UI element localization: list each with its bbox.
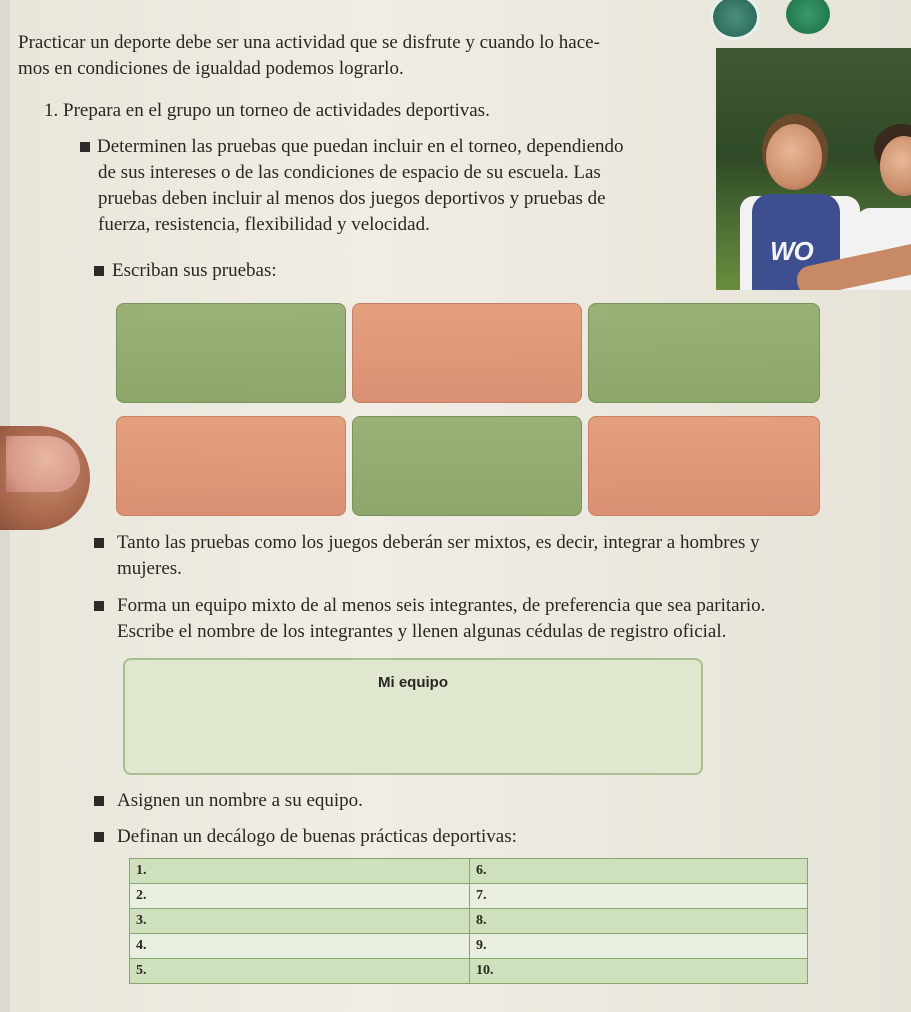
test-card-1[interactable] <box>116 303 346 403</box>
intro-line-1: Practicar un deporte debe ser una actividad que se disfrute y cuando lo hace- <box>18 32 600 53</box>
activity-number: 1. <box>44 100 59 121</box>
test-card-2[interactable] <box>352 303 582 403</box>
photo-girl-face <box>766 124 822 190</box>
decalogue-cell[interactable]: 5. <box>130 959 470 984</box>
bullet-line: Escribe el nombre de los integrantes y llenen algunas cédulas de registro oficial. <box>117 621 727 642</box>
decalogue-cell[interactable]: 1. <box>130 859 470 884</box>
table-row <box>130 934 808 959</box>
decalogue-cell[interactable]: 4. <box>130 934 470 959</box>
test-card-6[interactable] <box>588 416 820 516</box>
my-team-title: Mi equipo <box>378 674 448 691</box>
table-row <box>130 859 808 884</box>
decalogue-cell[interactable]: 10. <box>470 959 808 984</box>
decalogue-cell[interactable]: 2. <box>130 884 470 909</box>
bullet-line: Determinen las pruebas que puedan incluir en el torneo, dependiendo <box>97 136 624 157</box>
bullet-square-icon <box>94 832 104 842</box>
textbook-page <box>10 0 911 1012</box>
test-card-4[interactable] <box>116 416 346 516</box>
activity-text: Prepara en el grupo un torneo de actividades deportivas. <box>63 100 490 121</box>
decalogue-cell[interactable]: 7. <box>470 884 808 909</box>
table-row <box>130 884 808 909</box>
bullet-line: Tanto las pruebas como los juegos deberán ser mixtos, es decir, integrar a hombres y <box>117 532 760 553</box>
decalogue-cell[interactable]: 3. <box>130 909 470 934</box>
bullet-form-team <box>94 593 834 645</box>
bullet-text: Asignen un nombre a su equipo. <box>117 790 363 811</box>
bullet-line: fuerza, resistencia, flexibilidad y velocidad. <box>98 214 430 235</box>
bullet-square-icon <box>94 601 104 611</box>
bullet-text: Definan un decálogo de buenas prácticas deportivas: <box>117 826 517 847</box>
bullet-square-icon <box>80 142 90 152</box>
bullet-determine <box>80 134 700 238</box>
decalogue-table <box>129 858 808 984</box>
table-row <box>130 959 808 984</box>
my-team-card[interactable] <box>123 658 703 775</box>
activity-heading <box>44 98 490 124</box>
decalogue-cell[interactable]: 9. <box>470 934 808 959</box>
running-person-icon <box>786 0 830 34</box>
test-card-5[interactable] <box>352 416 582 516</box>
bullet-line: Forma un equipo mixto de al menos seis integrantes, de preferencia que sea paritario. <box>117 595 766 616</box>
intro-line-2: mos en condiciones de igualdad podemos lograrlo. <box>18 58 404 79</box>
test-card-3[interactable] <box>588 303 820 403</box>
bullet-square-icon <box>94 538 104 548</box>
bullet-line: de sus intereses o de las condiciones de espacio de su escuela. Las <box>98 162 601 183</box>
bullet-line: pruebas deben incluir al menos dos juegos deportivos y pruebas de <box>98 188 606 209</box>
bullet-team-name <box>94 788 363 814</box>
decalogue-cell[interactable]: 6. <box>470 859 808 884</box>
table-row <box>130 909 808 934</box>
bullet-square-icon <box>94 796 104 806</box>
bullet-mixed <box>94 530 834 582</box>
students-photo <box>716 48 911 290</box>
bullet-decalogue <box>94 824 517 850</box>
jersey-text: WO <box>770 236 813 266</box>
bullet-write-tests <box>94 258 277 284</box>
group-network-icon <box>710 0 760 40</box>
bullet-line: mujeres. <box>117 558 182 579</box>
bullet-square-icon <box>94 266 104 276</box>
decalogue-cell[interactable]: 8. <box>470 909 808 934</box>
fingernail <box>6 436 80 492</box>
bullet-text: Escriban sus pruebas: <box>112 260 277 281</box>
